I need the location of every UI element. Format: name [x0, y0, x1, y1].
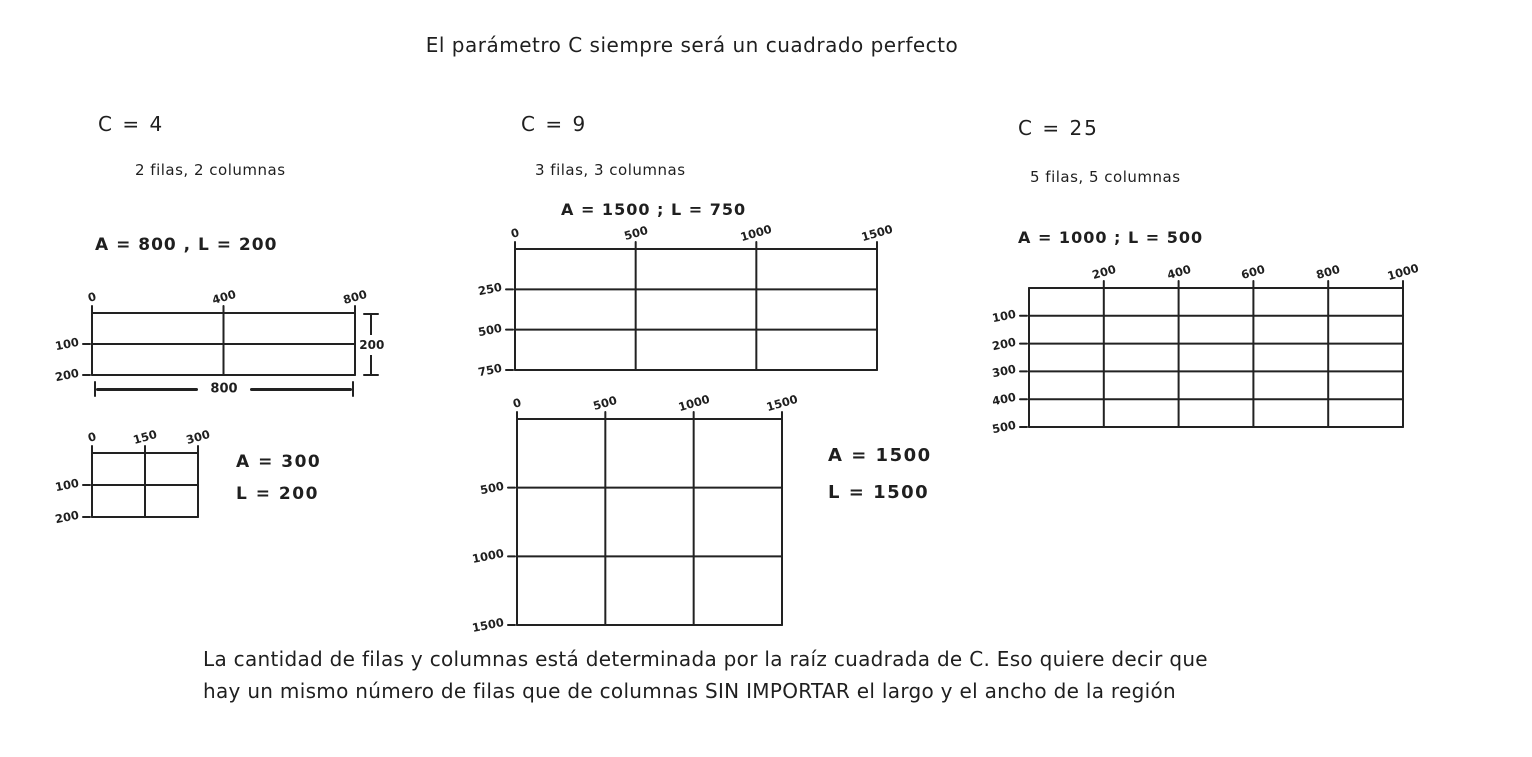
- grid-lines: [92, 313, 355, 375]
- page-title: El parámetro C siempre será un cuadrado perfecto: [425, 33, 959, 57]
- top-axis-label: 0: [86, 429, 98, 445]
- section-c9-params: A = 1500 ; L = 750: [561, 200, 747, 219]
- grid-lines: [515, 249, 877, 370]
- grid-lines: [92, 453, 198, 517]
- left-axis-label: 100: [53, 475, 81, 495]
- grid-c4-large: [53, 286, 369, 385]
- width-dimension-label: 800: [210, 381, 238, 397]
- grid-c25: [990, 260, 1421, 437]
- height-dimension-bracket: [359, 313, 385, 376]
- length-label: L = 200: [236, 484, 319, 504]
- left-axis-label: 1000: [470, 546, 506, 567]
- footer-line-2: hay un mismo número de filas que de columnas SIN IMPORTAR el largo y el ancho de la región: [203, 679, 1176, 703]
- grid-c4-small: [53, 426, 212, 527]
- top-axis-label: 1000: [739, 221, 774, 245]
- left-axis-label: 750: [476, 360, 504, 380]
- bracket-cap: [352, 381, 354, 397]
- top-axis-label: 1500: [764, 391, 800, 415]
- section-c25-params: A = 1000 ; L = 500: [1018, 228, 1204, 247]
- bracket-stem: [370, 315, 372, 335]
- bracket-stem: [370, 355, 372, 375]
- top-axis-label: 800: [1314, 261, 1342, 283]
- footer-explanation: [203, 643, 1208, 707]
- area-label: A = 300: [236, 452, 322, 472]
- length-label: L = 1500: [828, 482, 930, 503]
- section-c25-subheading: 5 filas, 5 columnas: [1030, 168, 1181, 186]
- grid-c9-square: [470, 391, 800, 635]
- left-axis-label: 300: [990, 362, 1018, 381]
- left-axis-label: 500: [476, 320, 504, 339]
- section-c25-heading: C = 25: [1018, 116, 1099, 140]
- top-axis-label: 150: [131, 426, 159, 448]
- grid-lines: [517, 419, 782, 625]
- bracket-stem: [250, 388, 352, 391]
- top-axis-label: 500: [622, 222, 650, 244]
- left-axis-label: 500: [478, 478, 506, 497]
- top-axis-label: 800: [341, 286, 369, 308]
- left-axis-label: 100: [990, 306, 1018, 325]
- left-axis-label: 1500: [470, 615, 506, 635]
- section-c4-params: A = 800 , L = 200: [95, 235, 278, 255]
- top-axis-label: 300: [184, 426, 212, 448]
- grid-c4-small-params: [236, 446, 321, 510]
- top-axis-label: 500: [591, 392, 619, 414]
- top-axis-label: 0: [86, 289, 98, 305]
- section-c4-subheading: 2 filas, 2 columnas: [135, 161, 286, 179]
- left-axis-label: 200: [990, 334, 1018, 353]
- top-axis-label: 0: [509, 225, 521, 241]
- grid-lines: [1029, 288, 1403, 427]
- grid-c9-square-params: [828, 437, 932, 511]
- top-axis-label: 1500: [859, 221, 895, 245]
- left-axis-label: 500: [990, 417, 1018, 437]
- bracket-cap: [363, 374, 379, 376]
- top-axis-label: 600: [1239, 261, 1267, 283]
- left-axis-label: 200: [53, 365, 81, 385]
- top-axis-label: 1000: [676, 391, 711, 415]
- left-axis-label: 100: [53, 334, 81, 354]
- left-axis-label: 250: [476, 280, 504, 299]
- section-c9-subheading: 3 filas, 3 columnas: [535, 161, 686, 179]
- top-axis-label: 400: [1165, 261, 1193, 283]
- top-axis-label: 1000: [1385, 260, 1421, 284]
- width-dimension-bracket: [94, 381, 354, 397]
- height-dimension-label: 200: [359, 337, 385, 352]
- bracket-stem: [96, 388, 198, 391]
- grid-c9-wide: [476, 221, 895, 380]
- section-c4-heading: C = 4: [98, 112, 165, 136]
- top-axis-label: 400: [210, 286, 237, 308]
- area-label: A = 1500: [828, 445, 932, 466]
- left-axis-label: 400: [990, 390, 1018, 409]
- left-axis-label: 200: [53, 507, 81, 527]
- top-axis-label: 0: [511, 395, 523, 411]
- top-axis-label: 200: [1090, 261, 1118, 283]
- footer-line-1: La cantidad de filas y columnas está determinada por la raíz cuadrada de C. Eso quiere decir que: [203, 647, 1208, 671]
- section-c9-heading: C = 9: [521, 112, 588, 136]
